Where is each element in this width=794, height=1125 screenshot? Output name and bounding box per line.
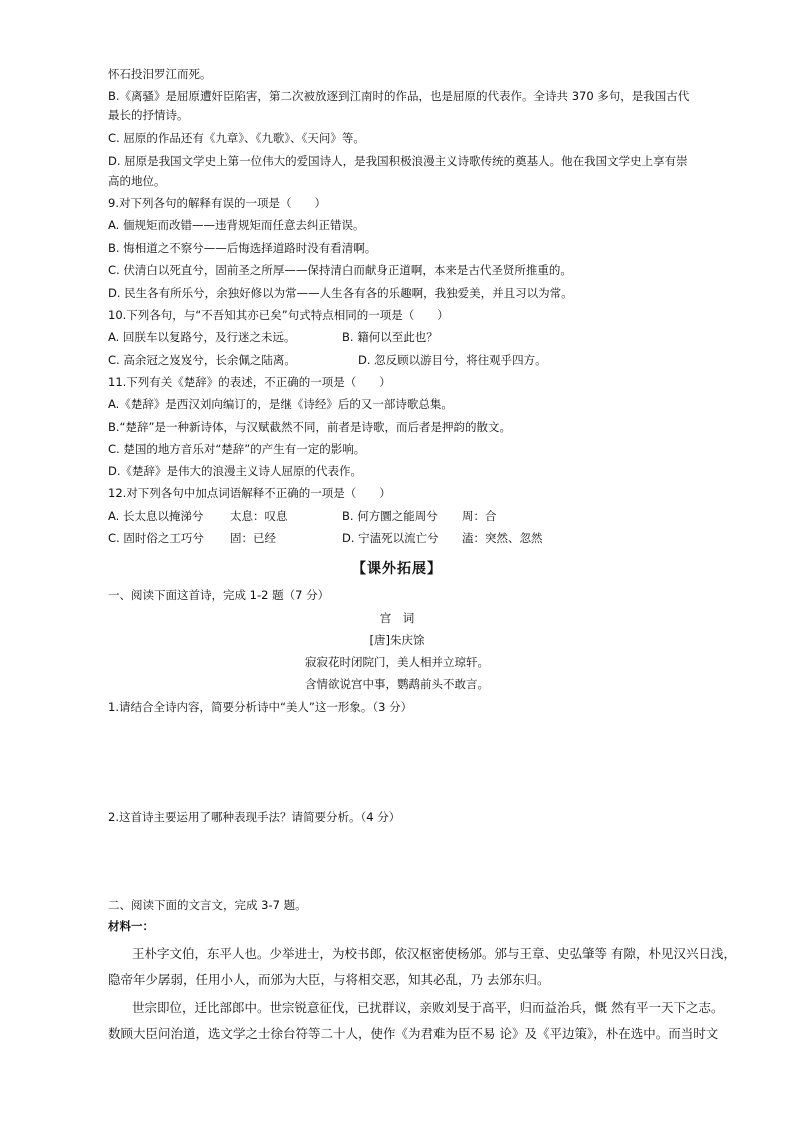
prose-paragraph-2-line-1: 世宗即位，迁比部郎中。世宗锐意征伐，已扰群议，亲败刘旻于高平，归而益治兵，慨 然有平一天下之志。 xyxy=(132,1000,724,1015)
q12-option-c-gloss: 固：已经 xyxy=(230,531,276,545)
part1-intro: 一、阅读下面这首诗，完成 1-2 题（7 分） xyxy=(108,588,330,602)
prose-paragraph-2-line-2: 数顾大臣问治道，选文学之士徐台符等二十人，使作《为君难为臣不易 论》及《平边策》，朴在选中。而当时文 xyxy=(108,1026,719,1041)
q12-stem: 12.对下列各句中加点词语解释不正确的一项是（ ） xyxy=(108,486,391,500)
q9-option-c: C. 伏清白以死直兮，固前圣之所厚——保持清白而献身正道啊，本来是古代圣贤所推重的。 xyxy=(108,263,572,277)
q11-option-b: B.“楚辞”是一种新诗体，与汉赋截然不同，前者是诗歌，而后者是押韵的散文。 xyxy=(108,420,511,434)
poem-title: 宫 词 xyxy=(379,611,415,625)
poem-line-1: 寂寂花时闭院门，美人相并立琼轩。 xyxy=(305,655,489,669)
q11-option-d: D.《楚辞》是伟大的浪漫主义诗人屈原的代表作。 xyxy=(108,464,363,478)
q10-option-c: C. 高余冠之岌岌兮，长余佩之陆离。 xyxy=(108,353,296,367)
q10-option-b: B. 籍何以至此也？ xyxy=(342,330,438,344)
q9-option-b: B. 悔相道之不察兮——后悔选择道路时没有看清啊。 xyxy=(108,241,377,255)
text-line: 怀石投汨罗江而死。 xyxy=(108,67,212,81)
q12-option-d-gloss: 溘：突然、忽然 xyxy=(462,531,543,545)
q8-option-c: C. 屈原的作品还有《九章》、《九歌》、《天问》等。 xyxy=(108,131,365,145)
q10-option-a: A. 回朕车以复路兮，及行迷之未远。 xyxy=(108,330,296,344)
q8-option-b: B.《离骚》是屈原遭奸臣陷害，第二次被放逐到江南时的作品，也是屈原的代表作。全诗共 370 多句，是我国古代 xyxy=(108,89,690,103)
part1-question-2: 2.这首诗主要运用了哪种表现手法？请简要分析。（4 分） xyxy=(108,810,401,824)
q12-option-d-sentence: D. 宁溘死以流亡兮 xyxy=(342,531,439,545)
part2-intro: 二、阅读下面的文言文，完成 3-7 题。 xyxy=(108,898,307,912)
q11-option-a: A.《楚辞》是西汉刘向编订的，是继《诗经》后的又一部诗歌总集。 xyxy=(108,397,453,411)
section-heading: 【课外拓展】 xyxy=(352,561,442,577)
q8-option-d-cont: 高的地位。 xyxy=(108,174,166,188)
q12-option-b-sentence: B. 何方圜之能周兮 xyxy=(342,509,438,523)
poem-line-2: 含情欲说宫中事，鹦鹉前头不敢言。 xyxy=(305,677,489,691)
q12-option-a-gloss: 太息：叹息 xyxy=(230,509,288,523)
q10-option-d: D. 忽反顾以游目兮，将往观乎四方。 xyxy=(358,353,547,367)
q12-option-b-gloss: 周：合 xyxy=(462,509,497,523)
poem-author: [唐]朱庆馀 xyxy=(369,633,425,647)
q9-option-d: D. 民生各有所乐兮，余独好修以为常——人生各有各的乐趣啊，我独爱美，并且习以为常。 xyxy=(108,286,573,300)
q10-stem: 10.下列各句，与“不吾知其亦已矣”句式特点相同的一项是（ ） xyxy=(108,308,449,322)
prose-paragraph-1-line-2: 隐帝年少孱弱，任用小人，而邠为大臣，与将相交恶，知其必乱，乃 去邠东归。 xyxy=(108,972,550,987)
material-label: 材料一： xyxy=(108,919,154,933)
q9-stem: 9.对下列各句的解释有误的一项是（ ） xyxy=(108,196,326,210)
q8-option-b-cont: 最长的抒情诗。 xyxy=(108,108,189,122)
q11-stem: 11.下列有关《楚辞》的表述，不正确的一项是（ ） xyxy=(108,375,391,389)
prose-paragraph-1-line-1: 王朴字文伯，东平人也。少举进士，为校书郎，依汉枢密使杨邠。邠与王章、史弘肇等 有隙，朴见汉兴日浅， xyxy=(132,946,736,961)
q9-option-a: A. 偭规矩而改错——违背规矩而任意去纠正错误。 xyxy=(108,218,365,232)
q12-option-a-sentence: A. 长太息以掩涕兮 xyxy=(108,509,204,523)
q12-option-c-sentence: C. 固时俗之工巧兮 xyxy=(108,531,204,545)
q8-option-d: D. 屈原是我国文学史上第一位伟大的爱国诗人，是我国积极浪漫主义诗歌传统的奠基人。他在我国文学史上享有崇 xyxy=(108,154,688,168)
q11-option-c: C. 楚国的地方音乐对“楚辞”的产生有一定的影响。 xyxy=(108,442,366,456)
part1-question-1: 1.请结合全诗内容，简要分析诗中“美人”这一形象。（3 分） xyxy=(108,700,413,714)
